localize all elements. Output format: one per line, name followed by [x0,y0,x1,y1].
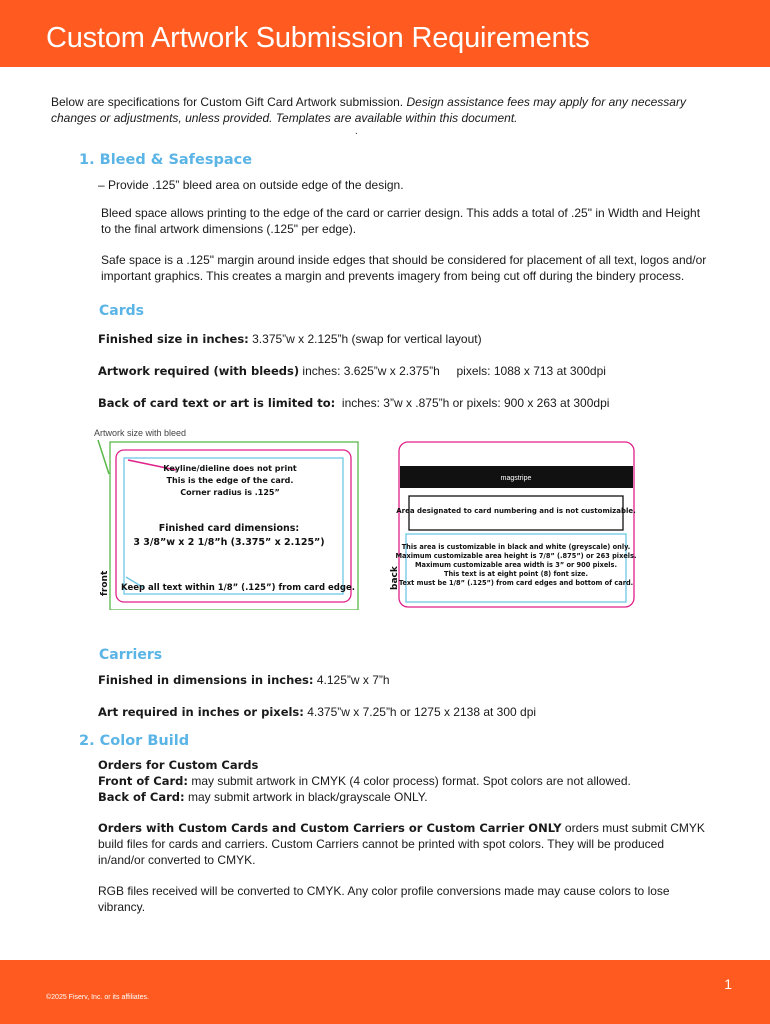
color-front-label: Front of Card: [98,774,188,788]
cards-line-2 [98,363,606,379]
finished-line-2: 3 3/8”w x 2 1/8”h (3.375” x 2.125”) [133,537,325,548]
color-back-line [98,789,698,805]
page-footer [0,960,770,1024]
cards-line-2-value: inches: 3.625”w x 2.375”h pixels: 1088 x 713 at 300dpi [299,364,606,378]
back-text-3: Maximum customizable area width is 3” or 900 pixels. [415,561,617,569]
magstripe-label: magstripe [500,475,532,482]
back-text-5: Text must be 1/8” (.125”) from card edges and bottom of card. [398,579,634,587]
artwork-size-label: Artwork size with bleed [94,428,187,438]
back-text-2: Maximum customizable area height is 7/8” (.875”) or 263 pixels. [395,552,637,560]
color-combo-label: Orders with Custom Cards and Custom Carriers or Custom Carrier ONLY [98,821,562,835]
color-heading: 2. Color Build [79,733,190,749]
carriers-line-2 [98,704,536,720]
cards-line-1-value: 3.375”w x 2.125”h (swap for vertical layout) [248,332,482,346]
color-combo-paragraph [98,820,708,868]
carriers-line-2-value: 4.375”w x 7.25”h or 1275 x 2138 at 300 dpi [303,705,537,719]
intro-italic: Design assistance fees may apply for any necessary changes or adjustments, unless provided. Templates are available within this document. [51,95,686,125]
carriers-line-2-label: Art required in inches or pixels: [98,705,304,719]
cards-heading: Cards [99,303,144,319]
bleed-pointer [98,440,109,474]
page-number: 1 [724,976,732,992]
back-label: back [390,566,400,590]
carriers-line-1-label: Finished in dimensions in inches: [98,673,314,687]
carriers-heading: Carriers [99,647,163,663]
numbering-area-text: Area designated to card numbering and is not customizable. [396,507,636,515]
color-front-value: may submit artwork in CMYK (4 color process) format. Spot colors are not allowed. [188,774,631,788]
color-orders-title: Orders for Custom Cards [98,758,259,772]
bleed-heading: 1. Bleed & Safespace [79,152,253,168]
cards-line-1-label: Finished size in inches: [98,332,249,346]
page-title: Custom Artwork Submission Requirements [46,22,590,54]
copyright: ©2025 Fiserv, Inc. or its affiliates. [46,994,149,1001]
cards-line-3 [98,395,609,411]
back-text-1: This area is customizable in black and white (greyscale) only. [401,543,631,551]
cards-line-3-label: Back of card text or art is limited to: [98,396,336,410]
color-back-label: Back of Card: [98,790,185,804]
back-text-4: This text is at eight point (8) font size. [443,570,589,578]
cards-line-3-value: inches: 3”w x .875”h or pixels: 900 x 263 at 300dpi [335,396,610,410]
color-rgb-paragraph: RGB files received will be converted to CMYK. Any color profile conversions made may cause colors to lose vibrancy. [98,884,670,914]
keep-text-note: Keep all text within 1/8” (.125”) from card edge. [121,583,355,593]
color-combo-value: orders must submit CMYK build files for cards and carriers. Custom Carriers cannot be printed with spot colors. They will be produced in/and/or converted to CMYK. [98,821,705,867]
bleed-provide: – Provide .125” bleed area on outside edge of the design. [98,178,404,192]
cards-line-1 [98,331,482,347]
finished-line-1: Finished card dimensions: [158,523,300,534]
carriers-line-1-value: 4.125”w x 7”h [313,673,390,687]
bleed-para-1: Bleed space allows printing to the edge of the card or carrier design. This adds a total of .25" in Width and Height to the final artwork dimensions (.125" per edge). [101,206,701,236]
intro-dot: . [355,126,358,137]
intro-paragraph [51,94,701,126]
page-header [0,0,770,67]
color-orders-block [98,757,698,805]
keyline-line-3: Corner radius is .125” [180,488,280,497]
intro-text: Below are specifications for Custom Gift Card Artwork submission. [51,95,407,109]
cards-line-2-label: Artwork required (with bleeds) [98,364,300,378]
front-label: front [100,570,110,596]
color-back-value: may submit artwork in black/grayscale ONLY. [184,790,428,804]
card-template-diagram [88,422,648,610]
keyline-line-2: This is the edge of the card. [166,476,294,485]
bleed-para-2: Safe space is a .125" margin around inside edges that should be considered for placement of all text, logos and/or important graphics. This creates a margin and prevents imagery from being cut off during the bindery process. [101,253,707,283]
keyline-line-1: Keyline/dieline does not print [163,464,297,473]
color-front-line [98,773,698,789]
carriers-line-1 [98,672,390,688]
